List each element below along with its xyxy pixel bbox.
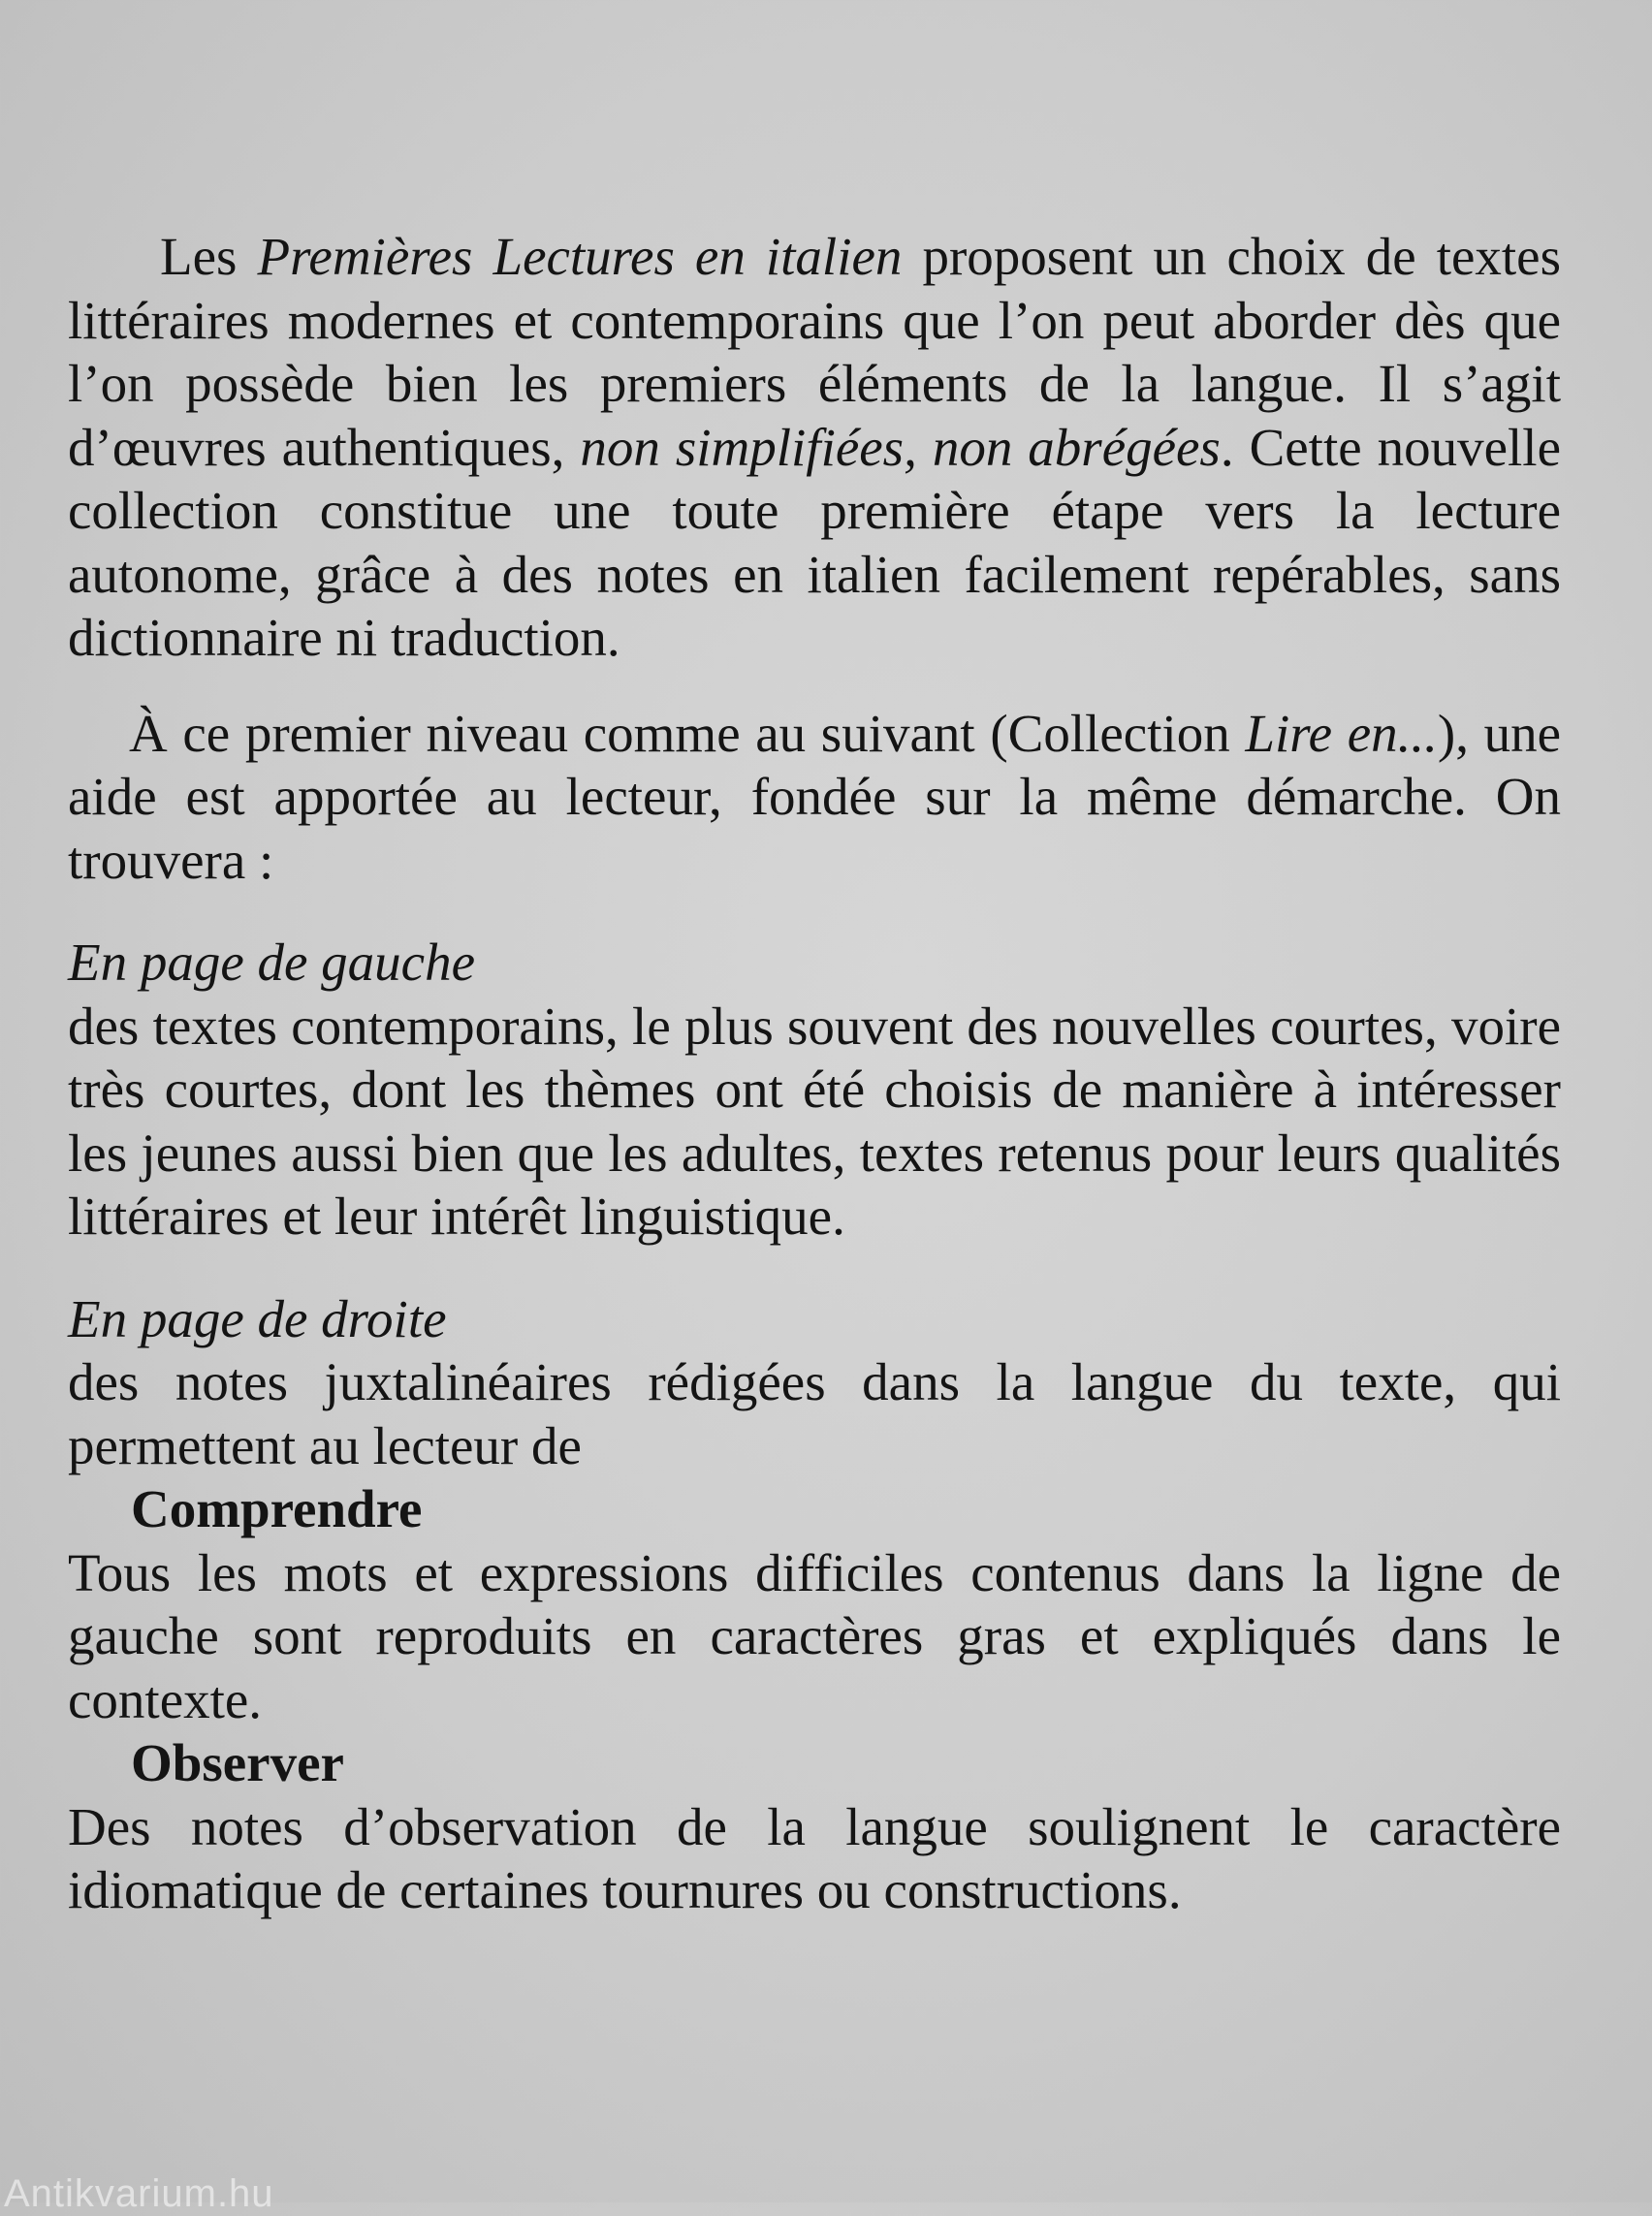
intro-lead: Les: [160, 227, 258, 286]
observer-heading: Observer: [131, 1733, 344, 1792]
intro-tail: . Cette nouvelle collection constitue une toute première étape vers la lecture autonome, grâce à des notes en italien facilement repérables, sans dictionnaire ni traduction.: [68, 417, 1561, 667]
comprendre-heading: Comprendre: [131, 1479, 423, 1538]
level-paragraph: [68, 702, 1561, 893]
collection-title: Premières Lectures en italien: [257, 227, 903, 286]
observer-body: Des notes d’observation de la langue soulignent le caractère idiomatique de certaines tournures ou constructions.: [68, 1796, 1561, 1919]
intro-italic-phrase: non simplifiées, non abrégées: [580, 417, 1221, 477]
intro-paragraph: [68, 225, 1561, 670]
level-tail: ), une aide est apportée au lecteur, fondée sur la même démarche. On trouvera :: [68, 703, 1561, 890]
watermark: Antikvarium.hu: [4, 2172, 274, 2215]
left-page-heading: En page de gauche: [68, 933, 475, 992]
page-text: [68, 225, 1561, 1922]
level-italic-phrase: Lire en...: [1245, 703, 1438, 763]
intro-middle: proposent un choix de textes littéraires modernes et contemporains que l’on peut aborder dès que l’on possède bien les premiers éléments de la langue. Il s’agit d’œuvres authentiques,: [68, 227, 1561, 477]
right-page-body: des notes juxtalinéaires rédigées dans la langue du texte, qui permettent au lecteur de: [68, 1352, 1561, 1475]
right-page-heading: En page de droite: [68, 1288, 447, 1348]
left-page-body: des textes contemporains, le plus souvent des nouvelles courtes, voire très courtes, dont les thèmes ont été choisis de manière à intéresser les jeunes aussi bien que les adultes, textes retenus pour leurs qualités littéraires et leur intérêt linguistique.: [68, 996, 1561, 1246]
level-lead: À ce premier niveau comme au suivant (Collection: [129, 703, 1246, 763]
comprendre-body: Tous les mots et expressions difficiles contenus dans la ligne de gauche sont reproduits en caractères gras et expliqués dans le contexte.: [68, 1542, 1561, 1729]
